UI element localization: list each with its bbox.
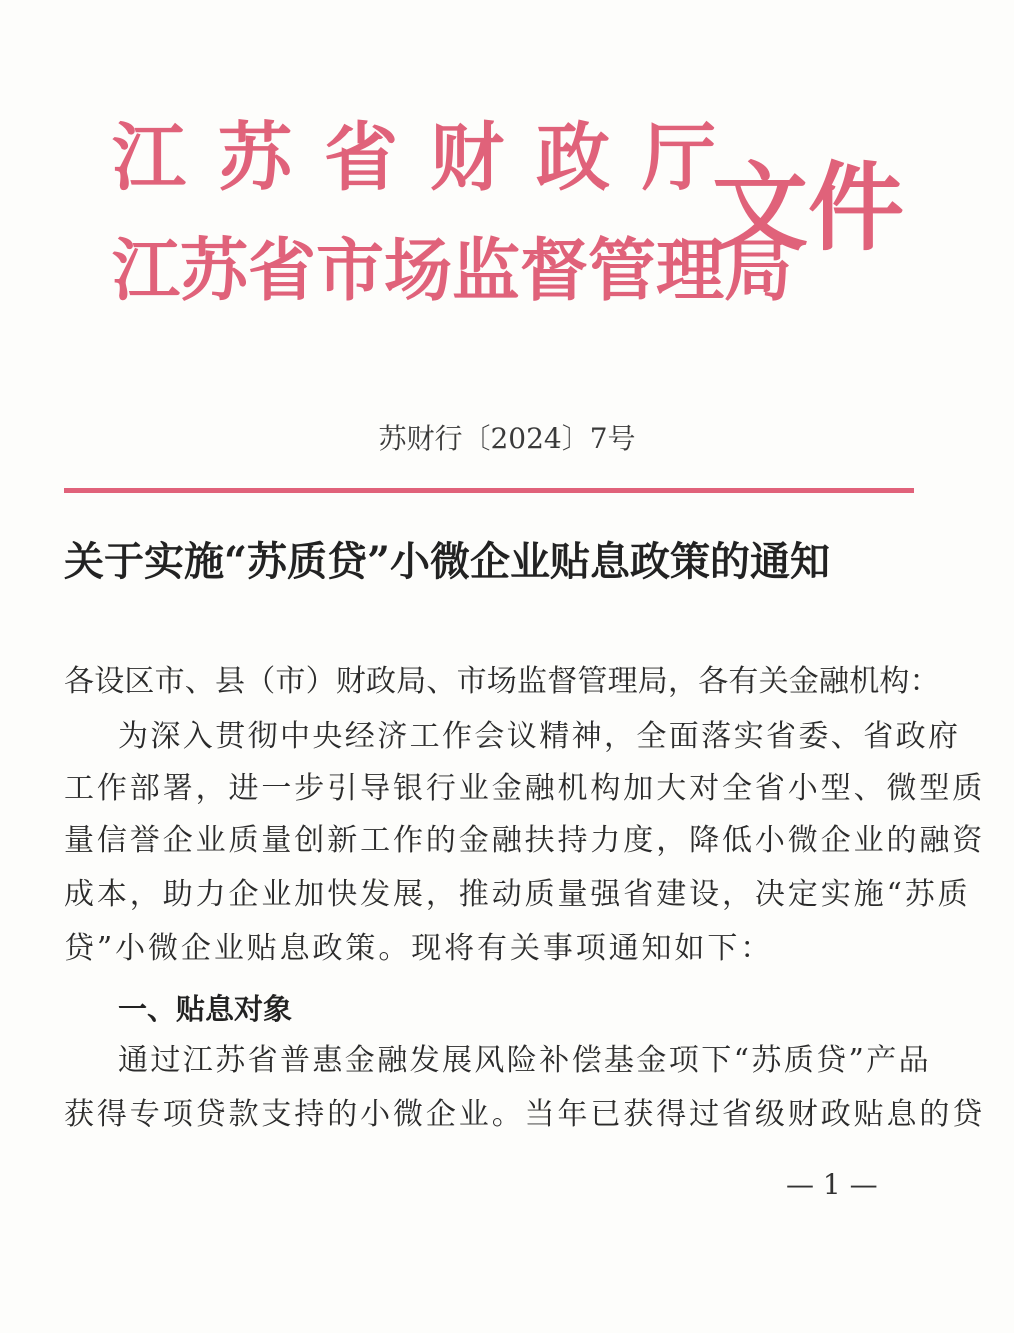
page-number: — 1 — (786, 1168, 878, 1201)
intro-line-3: 量信誉企业质量创新工作的金融扶持力度，降低小微企业的融资 (64, 823, 986, 858)
intro-line-1: 为深入贯彻中央经济工作会议精神，全面落实省委、省政府 (118, 719, 961, 754)
section-heading: 一、贴息对象 (118, 992, 293, 1026)
document-type-label: 文件 (712, 152, 904, 264)
intro-line-5: 贷”小微企业贴息政策。现将有关事项通知如下： (64, 931, 774, 966)
red-divider (64, 488, 914, 493)
issuing-agency-line-1: 江苏省财政厅 (112, 115, 748, 201)
document-number: 苏财行〔2024〕7号 (378, 422, 636, 455)
document-title: 关于实施“苏质贷”小微企业贴息政策的通知 (64, 538, 831, 585)
section-1-line-1: 通过江苏省普惠金融发展风险补偿基金项下“苏质贷”产品 (118, 1043, 932, 1078)
addressee: 各设区市、县（市）财政局、市场监督管理局，各有关金融机构： (64, 664, 940, 699)
intro-line-4: 成本，助力企业加快发展，推动质量强省建设，决定实施“苏质 (64, 877, 971, 912)
intro-line-2: 工作部署，进一步引导银行业金融机构加大对全省小型、微型质 (64, 771, 986, 806)
section-1-line-2: 获得专项贷款支持的小微企业。当年已获得过省级财政贴息的贷 (64, 1097, 986, 1132)
issuing-agency-line-2: 江苏省市场监督管理局 (112, 232, 793, 311)
